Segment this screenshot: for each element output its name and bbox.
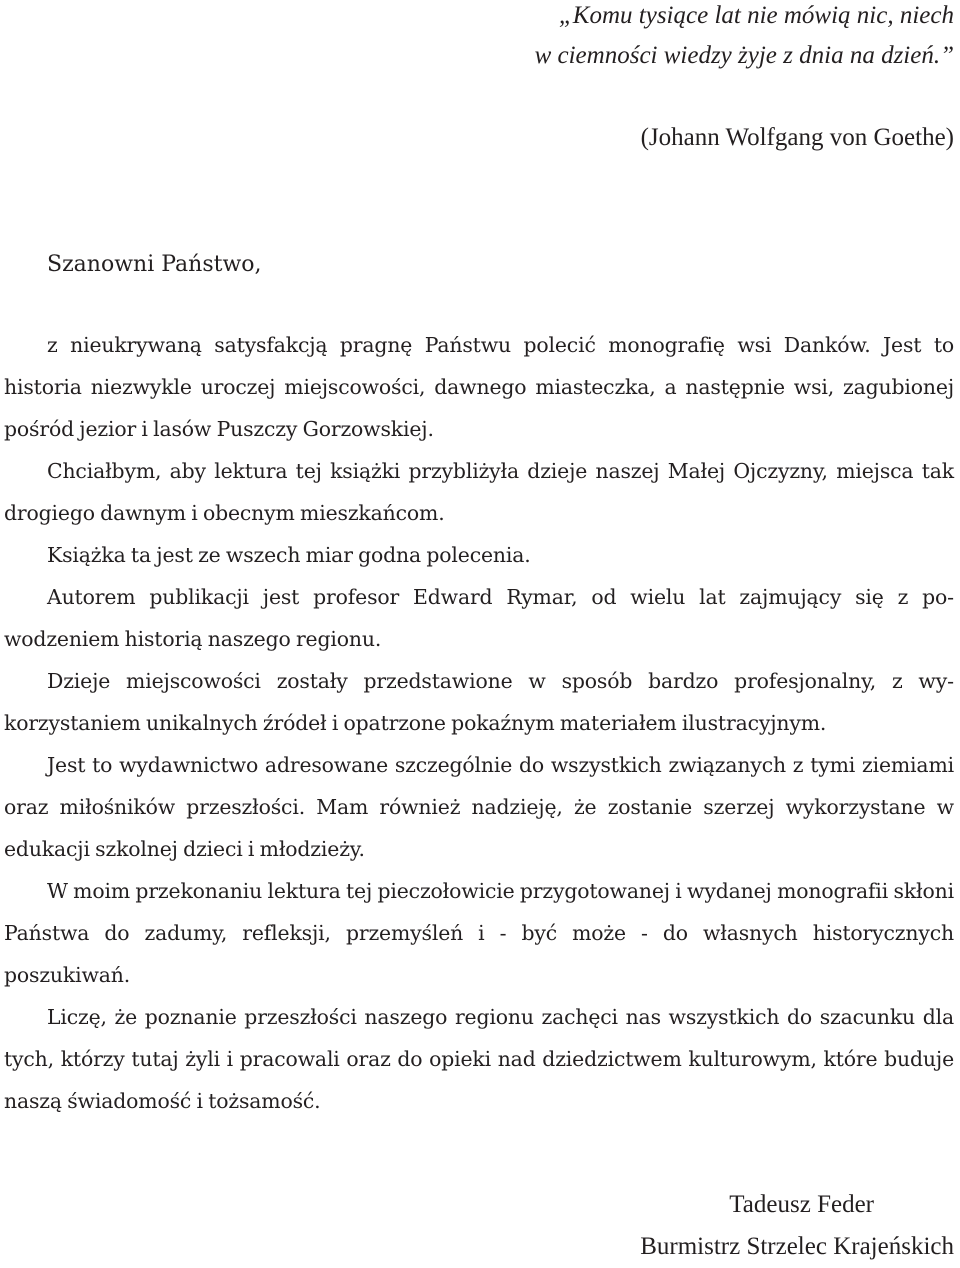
epigraph-line: w ciemności wiedzy żyje z dnia na dzień.” (534, 42, 954, 69)
letter-paragraph: W moim przekonaniu lektura tej pieczołowicie przygotowanej i wydanej monografii skłoni Państwa do zadumy, refleksji, przemyśleń i - być może - do własnych historycznych poszukiwań. (4, 879, 954, 987)
letter-paragraph: Książka ta jest ze wszech miar godna polecenia. (47, 543, 531, 567)
epigraph-author: (Johann Wolfgang von Goethe) (640, 124, 954, 151)
letter-paragraph: Chciałbym, aby lektura tej książki przybliżyła dzieje naszej Małej Ojczyzny, miejsca tak drogiego dawnym i obecnym mieszkańcom. (4, 459, 954, 525)
signature-title: Burmistrz Strzelec Krajeńskich (640, 1233, 954, 1260)
letter-paragraph: Autorem publikacji jest profesor Edward Rymar, od wielu lat zajmujący się z powodzeniem historią naszego regionu. (4, 585, 954, 651)
epigraph-line: „Komu tysiące lat nie mówią nic, niech (558, 2, 954, 29)
epigraph-quote (394, 0, 954, 76)
letter-body (4, 324, 954, 1122)
signature-name: Tadeusz Feder (729, 1191, 874, 1218)
signature-block (640, 1184, 954, 1268)
letter-paragraph: Liczę, że poznanie przeszłości naszego regionu zachęci nas wszystkich do szacunku dla tych, którzy tutaj żyli i pracowali oraz do opieki nad dziedzictwem kulturowym, które buduje naszą świadomość i tożsamość. (4, 1005, 954, 1113)
letter-salutation: Szanowni Państwo, (47, 252, 262, 277)
letter-paragraph: Dzieje miejscowości zostały przedstawione w sposób bardzo profesjonalny, z wykorzystaniem unikalnych źródeł i opatrzone pokaźnym materiałem ilustracyjnym. (4, 669, 954, 735)
letter-paragraph: Jest to wydawnictwo adresowane szczególnie do wszystkich związanych z tymi ziemiami oraz miłośników przeszłości. Mam również nadzieję, że zostanie szerzej wykorzystane w edukacji szkolnej dzieci i młodzieży. (4, 753, 954, 861)
letter-paragraph: z nieukrywaną satysfakcją pragnę Państwu polecić monografię wsi Danków. Jest to historia niezwykle uroczej miejscowości, dawnego miasteczka, a następnie wsi, zagubionej pośród jezior i lasów Puszczy Gorzowskiej. (4, 333, 954, 441)
